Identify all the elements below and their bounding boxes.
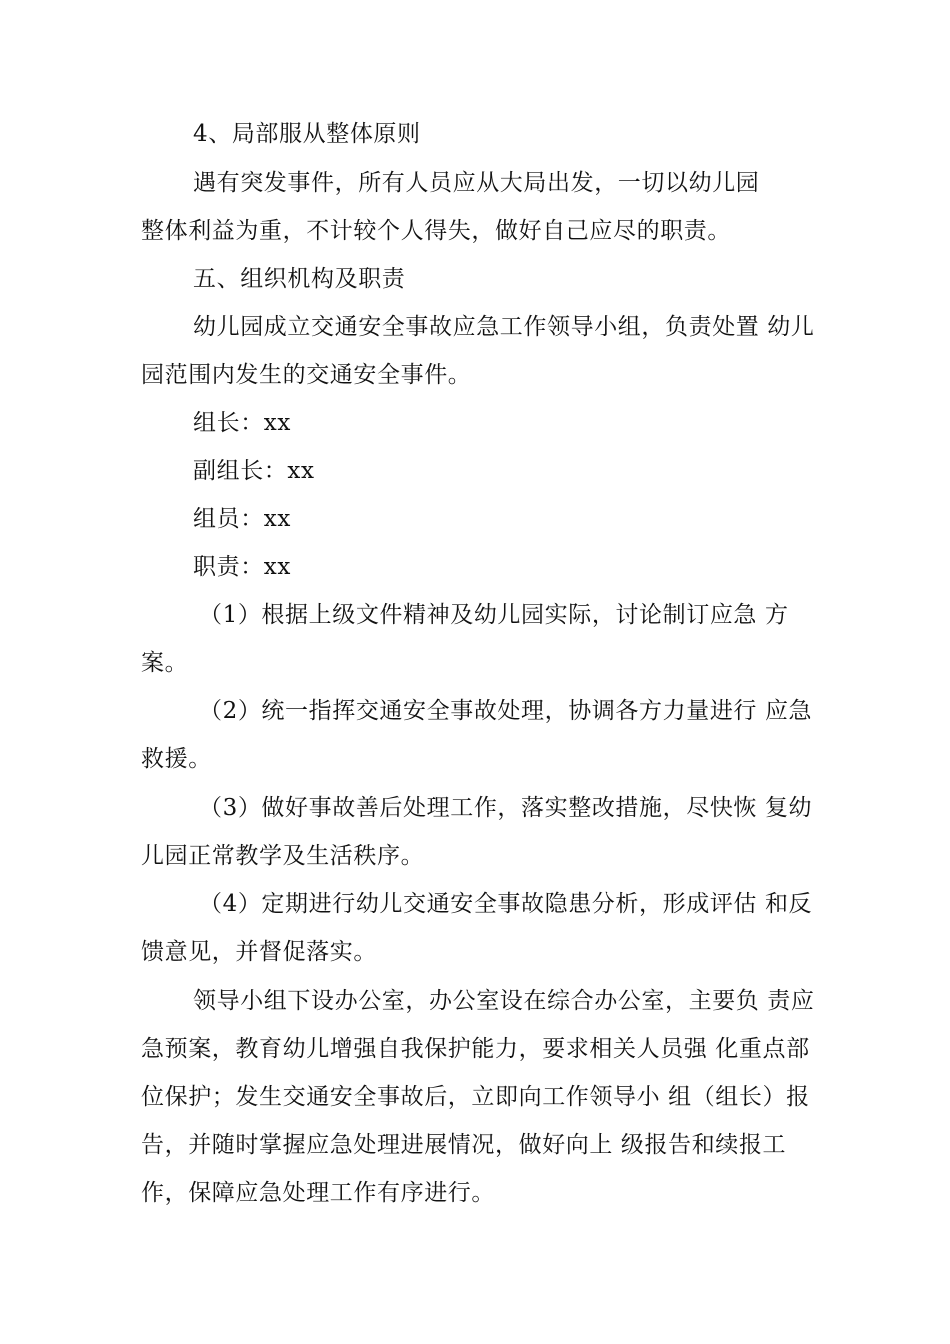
office-paragraph-line-2: 急预案，教育幼儿增强自我保护能力，要求相关人员强 化重点部 bbox=[141, 1036, 810, 1062]
section-5-intro-line-1: 幼儿园成立交通安全事故应急工作领导小组，负责处置 幼儿 bbox=[193, 314, 815, 340]
section-5-heading: 五、组织机构及职责 bbox=[193, 266, 406, 292]
office-paragraph-line-4: 告，并随时掌握应急处理进展情况，做好向上 级报告和续报工 bbox=[141, 1132, 787, 1158]
deputy-leader-line: 副组长：xx bbox=[193, 458, 315, 484]
duty-item-4-line-2: 馈意见，并督促落实。 bbox=[141, 939, 377, 965]
leader-line: 组长：xx bbox=[193, 410, 291, 436]
office-paragraph-line-3: 位保护；发生交通安全事故后，立即向工作领导小 组（组长）报 bbox=[141, 1084, 810, 1110]
duty-item-2-line-2: 救援。 bbox=[141, 746, 212, 772]
office-paragraph-line-1: 领导小组下设办公室，办公室设在综合办公室，主要负 责应 bbox=[193, 988, 815, 1014]
section-4-body-line-1: 遇有突发事件，所有人员应从大局出发，一切以幼儿园 bbox=[193, 170, 760, 196]
duty-item-1-line-1: （1）根据上级文件精神及幼儿园实际，讨论制订应急 方 bbox=[199, 602, 789, 628]
member-line: 组员：xx bbox=[193, 506, 291, 532]
duty-item-4-line-1: （4）定期进行幼儿交通安全事故隐患分析，形成评估 和反 bbox=[199, 891, 813, 917]
duty-item-3-line-2: 儿园正常教学及生活秩序。 bbox=[141, 843, 425, 869]
duties-line: 职责：xx bbox=[193, 554, 291, 580]
duty-item-2-line-1: （2）统一指挥交通安全事故处理，协调各方力量进行 应急 bbox=[199, 698, 813, 724]
duty-item-1-line-2: 案。 bbox=[141, 650, 189, 676]
section-4-body-line-2: 整体利益为重，不计较个人得失，做好自己应尽的职责。 bbox=[141, 218, 731, 244]
duty-item-3-line-1: （3）做好事故善后处理工作，落实整改措施，尽快恢 复幼 bbox=[199, 795, 813, 821]
section-5-intro-line-2: 园范围内发生的交通安全事件。 bbox=[141, 362, 472, 388]
section-4-heading: 4、局部服从整体原则 bbox=[193, 121, 421, 147]
office-paragraph-line-5: 作，保障应急处理工作有序进行。 bbox=[141, 1180, 495, 1206]
